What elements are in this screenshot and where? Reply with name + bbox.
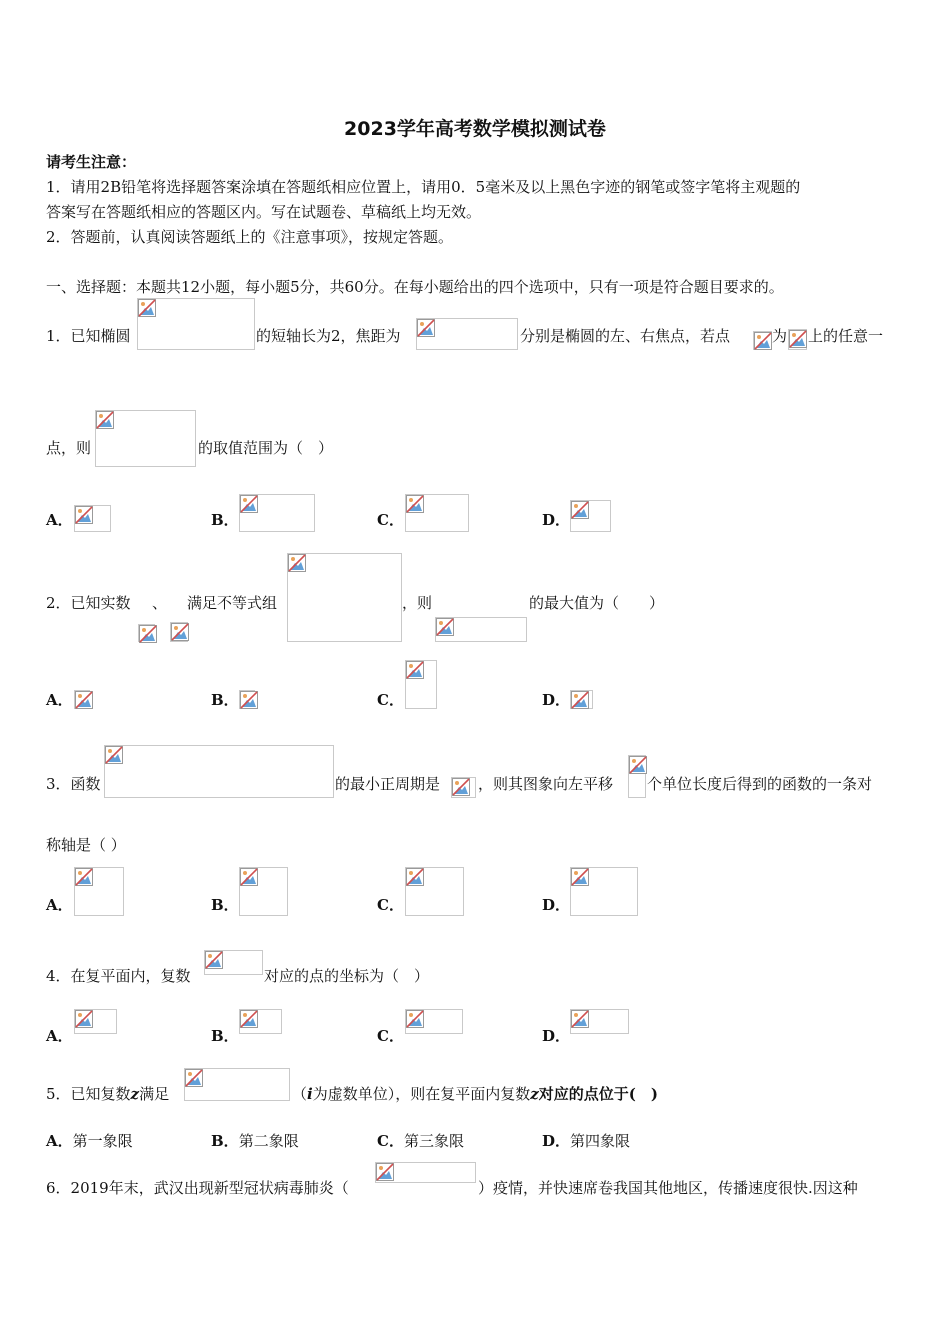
question-3-text: 称轴是（ ） <box>46 836 126 854</box>
formula-image <box>287 553 402 642</box>
question-6-text: ）疫情，并快速席卷我国其他地区，传播速度很快.因这种 <box>478 1179 858 1197</box>
option-d-label: D． <box>542 896 571 914</box>
question-2-text: ，则 <box>402 594 433 612</box>
option-b-label: B． <box>211 1132 239 1150</box>
broken-image-icon <box>240 868 258 886</box>
broken-image-icon <box>417 319 435 337</box>
option-c-image <box>405 660 437 709</box>
broken-image-icon <box>571 1010 589 1028</box>
question-3-text: 的最小正周期是 <box>335 775 441 793</box>
option-d-label: D． <box>542 691 571 709</box>
question-1-text: 上的任意一 <box>808 327 884 345</box>
option-c-image <box>405 867 464 916</box>
option-a-image <box>74 867 124 916</box>
option-a-label: A． <box>46 1027 73 1045</box>
broken-image-icon <box>571 691 589 709</box>
option-c-label: C． <box>377 511 404 529</box>
question-1-text: 为 <box>772 327 788 345</box>
q5-satisfies: 满足 <box>139 1085 170 1103</box>
question-1-text: 点，则 <box>46 439 92 457</box>
broken-image-icon <box>406 868 424 886</box>
formula-image <box>184 1068 290 1101</box>
option-a <box>46 1132 133 1150</box>
q5-mid: 为虚数单位），则在复平面内复数 <box>312 1085 531 1103</box>
option-d-label: D． <box>542 1132 571 1150</box>
variable-z: z <box>130 1085 140 1103</box>
question-3-text: ，则其图象向左平移 <box>478 775 614 793</box>
option-b-text: 第二象限 <box>238 1132 299 1150</box>
formula-image <box>104 745 334 798</box>
broken-image-icon <box>754 332 772 350</box>
broken-image-icon <box>240 495 258 513</box>
broken-image-icon <box>75 1010 93 1028</box>
option-d-image <box>570 690 593 709</box>
question-1-text: 的取值范围为（ ） <box>198 439 334 457</box>
option-a-image <box>74 505 111 532</box>
option-d-label: D． <box>542 1027 571 1045</box>
formula-image <box>451 777 476 798</box>
formula-image <box>435 617 527 642</box>
question-5-text <box>46 1085 169 1103</box>
question-6-text: 6．2019年末，武汉出现新型冠状病毒肺炎（ <box>46 1179 349 1197</box>
broken-image-icon <box>436 618 454 636</box>
option-c-text: 第三象限 <box>403 1132 464 1150</box>
broken-image-icon <box>171 623 189 641</box>
option-d <box>542 1132 630 1150</box>
broken-image-icon <box>75 868 93 886</box>
option-b-image <box>239 690 255 709</box>
question-4-text: 对应的点的坐标为（ ） <box>264 967 430 985</box>
option-a-label: A． <box>46 691 73 709</box>
option-a-image <box>74 690 90 709</box>
variable-z: z <box>530 1085 539 1103</box>
option-c-image <box>405 494 469 532</box>
formula-image <box>628 755 646 798</box>
notice-line: 1．请用2B铅笔将选择题答案涂填在答题纸相应位置上，请用0．5毫米及以上黑色字迹的钢笔或签字笔将主观题的 <box>46 178 801 196</box>
option-c-label: C． <box>377 1132 404 1150</box>
formula-image <box>753 331 772 350</box>
option-d-image <box>570 867 638 916</box>
question-1-text: 的短轴长为2，焦距为 <box>256 327 401 345</box>
question-2-text: 2．已知实数 <box>46 594 131 612</box>
option-a-label: A． <box>46 1132 73 1150</box>
broken-image-icon <box>75 691 93 709</box>
variable-i: i <box>307 1085 313 1103</box>
question-2-text: 满足不等式组 <box>187 594 278 612</box>
option-c-label: C． <box>377 691 404 709</box>
formula-image <box>170 622 188 642</box>
broken-image-icon <box>629 756 647 774</box>
broken-image-icon <box>185 1069 203 1087</box>
broken-image-icon <box>288 554 306 572</box>
option-b-image <box>239 494 315 532</box>
broken-image-icon <box>571 501 589 519</box>
broken-image-icon <box>406 661 424 679</box>
broken-image-icon <box>406 495 424 513</box>
option-a-text: 第一象限 <box>72 1132 133 1150</box>
question-5-text <box>292 1085 658 1103</box>
option-d-label: D． <box>542 511 571 529</box>
option-d-image <box>570 500 611 532</box>
question-4-text: 4．在复平面内，复数 <box>46 967 191 985</box>
q5-intro: 5．已知复数 <box>46 1085 131 1103</box>
notice-line: 2．答题前，认真阅读答题纸上的《注意事项》，按规定答题。 <box>46 228 454 246</box>
broken-image-icon <box>571 868 589 886</box>
question-2-text: 、 <box>152 594 168 612</box>
notice-line: 答案写在答题纸相应的答题区内。写在试题卷、草稿纸上均无效。 <box>46 203 482 221</box>
broken-image-icon <box>205 951 223 969</box>
broken-image-icon <box>75 506 93 524</box>
option-a-label: A． <box>46 896 73 914</box>
formula-image <box>375 1162 476 1183</box>
question-1-text: 分别是椭圆的左、右焦点，若点 <box>520 327 731 345</box>
option-c-image <box>405 1009 463 1034</box>
notice-heading: 请考生注意： <box>46 153 137 171</box>
question-2-text: 的最大值为（ ） <box>529 594 665 612</box>
formula-image <box>95 410 196 467</box>
broken-image-icon <box>96 411 114 429</box>
question-1-text: 1．已知椭圆 <box>46 327 131 345</box>
formula-image <box>204 950 263 975</box>
option-b-image <box>239 1009 282 1034</box>
option-b-label: B． <box>211 896 239 914</box>
q5-end: 对应的点位于( ) <box>538 1085 658 1103</box>
broken-image-icon <box>452 778 470 796</box>
formula-image <box>137 298 255 350</box>
option-c-label: C． <box>377 896 404 914</box>
page-title: 2023学年高考数学模拟测试卷 <box>344 118 606 140</box>
option-d-image <box>570 1009 629 1034</box>
broken-image-icon <box>789 330 807 348</box>
option-b-label: B． <box>211 691 239 709</box>
broken-image-icon <box>139 625 157 643</box>
option-b-label: B． <box>211 1027 239 1045</box>
broken-image-icon <box>105 746 123 764</box>
broken-image-icon <box>406 1010 424 1028</box>
formula-image <box>788 329 807 350</box>
option-c <box>377 1132 464 1150</box>
option-d-text: 第四象限 <box>570 1132 631 1150</box>
option-a-label: A． <box>46 511 73 529</box>
option-a-image <box>74 1009 117 1034</box>
formula-image <box>138 624 155 642</box>
broken-image-icon <box>376 1163 394 1181</box>
option-b-image <box>239 867 288 916</box>
option-b-label: B． <box>211 511 239 529</box>
question-3-text: 3．函数 <box>46 775 101 793</box>
broken-image-icon <box>240 691 258 709</box>
section-heading: 一、选择题：本题共12小题，每小题5分，共60分。在每小题给出的四个选项中，只有一项是符合题目要求的。 <box>46 278 784 296</box>
broken-image-icon <box>138 299 156 317</box>
option-b <box>211 1132 299 1150</box>
option-c-label: C． <box>377 1027 404 1045</box>
q5-paren: （ <box>292 1085 308 1103</box>
formula-image <box>416 318 518 350</box>
question-3-text: 个单位长度后得到的函数的一条对 <box>647 775 873 793</box>
broken-image-icon <box>240 1010 258 1028</box>
